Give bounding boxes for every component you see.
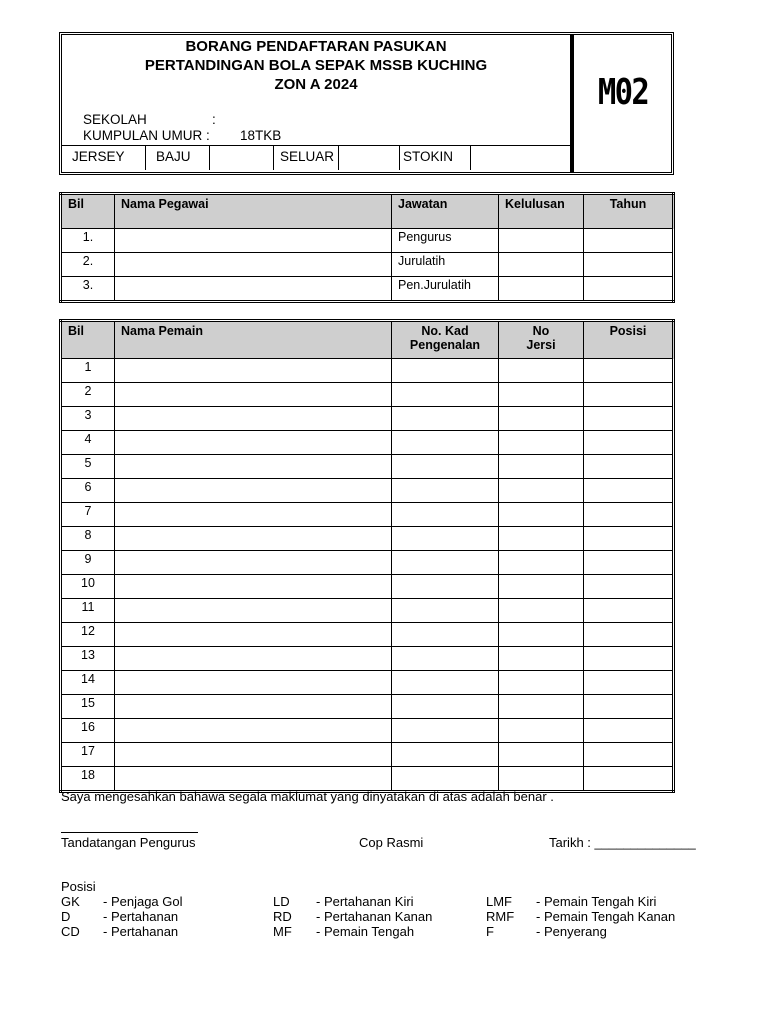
- nama-pemain-cell[interactable]: [115, 767, 392, 792]
- legend-description: - Penjaga Gol: [103, 894, 183, 909]
- no-jersi-cell[interactable]: [499, 359, 584, 383]
- kad-pengenalan-cell[interactable]: [392, 767, 499, 792]
- kad-pengenalan-cell[interactable]: [392, 527, 499, 551]
- posisi-cell[interactable]: [584, 455, 674, 479]
- bil-cell: 5: [61, 455, 115, 479]
- kad-line-1: No. Kad: [421, 324, 469, 338]
- kad-pengenalan-cell[interactable]: [392, 575, 499, 599]
- legend-code: RMF: [486, 909, 515, 924]
- legend-description: - Pertahanan Kiri: [316, 894, 414, 909]
- table-row: [61, 431, 674, 455]
- sekolah-label: SEKOLAH: [83, 112, 147, 127]
- nama-pemain-cell[interactable]: [115, 431, 392, 455]
- bil-cell: 1.: [61, 229, 115, 253]
- nama-pemain-cell[interactable]: [115, 647, 392, 671]
- legend-description: - Pemain Tengah: [316, 924, 415, 939]
- no-jersi-cell[interactable]: [499, 575, 584, 599]
- table-row: [61, 527, 674, 551]
- tandatangan-label: Tandatangan Pengurus: [61, 835, 196, 850]
- no-jersi-cell[interactable]: [499, 647, 584, 671]
- kad-line-2: Pengenalan: [409, 338, 481, 352]
- kad-pengenalan-cell[interactable]: [392, 695, 499, 719]
- bil-cell: 11: [61, 599, 115, 623]
- nama-pemain-cell[interactable]: [115, 383, 392, 407]
- officials-header-row: [61, 194, 674, 229]
- bil-cell: 3.: [61, 277, 115, 302]
- table-row: [61, 695, 674, 719]
- table-row: [61, 551, 674, 575]
- bil-cell: 1: [61, 359, 115, 383]
- legend-description: - Penyerang: [536, 924, 607, 939]
- posisi-cell[interactable]: [584, 479, 674, 503]
- tarikh-label: Tarikh : ______________: [549, 835, 696, 850]
- col-bil: Bil: [61, 321, 115, 359]
- nama-pemain-cell[interactable]: [115, 623, 392, 647]
- no-jersi-cell[interactable]: [499, 479, 584, 503]
- col-kelulusan: Kelulusan: [499, 194, 584, 229]
- table-row: [61, 767, 674, 792]
- kad-pengenalan-cell[interactable]: [392, 599, 499, 623]
- posisi-cell[interactable]: [584, 623, 674, 647]
- sekolah-field[interactable]: [226, 111, 556, 127]
- title-line-3: ZON A 2024: [274, 76, 358, 93]
- kelulusan-cell[interactable]: [499, 277, 584, 302]
- jawatan-cell: Pengurus: [392, 229, 499, 253]
- col-kad-pengenalan: [392, 321, 499, 359]
- posisi-cell[interactable]: [584, 575, 674, 599]
- no-jersi-cell[interactable]: [499, 671, 584, 695]
- table-row: [61, 671, 674, 695]
- nama-pemain-cell[interactable]: [115, 599, 392, 623]
- no-jersi-cell[interactable]: [499, 503, 584, 527]
- posisi-cell[interactable]: [584, 743, 674, 767]
- bil-cell: 14: [61, 671, 115, 695]
- stokin-label: STOKIN: [400, 146, 471, 170]
- posisi-cell[interactable]: [584, 407, 674, 431]
- players-header-row: [61, 321, 674, 359]
- table-row: [61, 743, 674, 767]
- jawatan-cell: Jurulatih: [392, 253, 499, 277]
- seluar-field[interactable]: [339, 146, 400, 170]
- kad-pengenalan-cell[interactable]: [392, 623, 499, 647]
- no-jersi-cell[interactable]: [499, 551, 584, 575]
- bil-cell: 4: [61, 431, 115, 455]
- kad-pengenalan-cell[interactable]: [392, 431, 499, 455]
- posisi-cell[interactable]: [584, 359, 674, 383]
- bil-cell: 2.: [61, 253, 115, 277]
- bil-cell: 12: [61, 623, 115, 647]
- col-jawatan: Jawatan: [392, 194, 499, 229]
- bil-cell: 13: [61, 647, 115, 671]
- bil-cell: 17: [61, 743, 115, 767]
- jersi-line-2: Jersi: [526, 338, 556, 352]
- kad-pengenalan-cell[interactable]: [392, 671, 499, 695]
- legend-code: GK: [61, 894, 80, 909]
- kumpulan-umur-value: 18TKB: [240, 128, 282, 143]
- col-bil: Bil: [61, 194, 115, 229]
- table-row: [61, 647, 674, 671]
- bil-cell: 10: [61, 575, 115, 599]
- bil-cell: 7: [61, 503, 115, 527]
- legend-code: LD: [273, 894, 290, 909]
- col-nama-pemain: Nama Pemain: [115, 321, 392, 359]
- kad-pengenalan-cell[interactable]: [392, 407, 499, 431]
- table-row: [61, 253, 674, 277]
- bil-cell: 8: [61, 527, 115, 551]
- tahun-cell[interactable]: [584, 253, 674, 277]
- cop-rasmi-label: Cop Rasmi: [359, 835, 424, 850]
- posisi-cell[interactable]: [584, 503, 674, 527]
- declaration-text: Saya mengesahkan bahawa segala maklumat yang dinyatakan di atas adalah benar .: [61, 789, 554, 804]
- posisi-cell[interactable]: [584, 671, 674, 695]
- table-row: [61, 479, 674, 503]
- kelulusan-cell[interactable]: [499, 229, 584, 253]
- kit-row: [62, 146, 573, 171]
- form-code: M02: [597, 72, 649, 113]
- legend-code: RD: [273, 909, 292, 924]
- kad-pengenalan-cell[interactable]: [392, 383, 499, 407]
- col-tahun: Tahun: [584, 194, 674, 229]
- nama-pemain-cell[interactable]: [115, 455, 392, 479]
- nama-pegawai-cell[interactable]: [115, 253, 392, 277]
- kad-pengenalan-cell[interactable]: [392, 551, 499, 575]
- no-jersi-cell[interactable]: [499, 767, 584, 792]
- kumpulan-umur-label: KUMPULAN UMUR :: [83, 128, 210, 143]
- kad-pengenalan-cell[interactable]: [392, 359, 499, 383]
- table-row: [61, 359, 674, 383]
- posisi-cell[interactable]: [584, 647, 674, 671]
- baju-label: BAJU: [146, 146, 210, 170]
- legend-description: - Pertahanan: [103, 909, 179, 924]
- nama-pemain-cell[interactable]: [115, 479, 392, 503]
- no-jersi-cell[interactable]: [499, 719, 584, 743]
- no-jersi-cell[interactable]: [499, 695, 584, 719]
- legend-code: F: [486, 924, 494, 939]
- form-title: [62, 37, 570, 94]
- tahun-cell[interactable]: [584, 277, 674, 302]
- player-rows: [61, 359, 674, 792]
- bil-cell: 16: [61, 719, 115, 743]
- kelulusan-cell[interactable]: [499, 253, 584, 277]
- posisi-cell[interactable]: [584, 431, 674, 455]
- bil-cell: 9: [61, 551, 115, 575]
- col-no-jersi: [499, 321, 584, 359]
- officials-table: [59, 192, 675, 303]
- bil-cell: 15: [61, 695, 115, 719]
- nama-pegawai-cell[interactable]: [115, 277, 392, 302]
- col-posisi: Posisi: [584, 321, 674, 359]
- no-jersi-cell[interactable]: [499, 383, 584, 407]
- legend-description: - Pertahanan Kanan: [316, 909, 433, 924]
- jersey-label: JERSEY: [62, 146, 146, 170]
- bil-cell: 2: [61, 383, 115, 407]
- nama-pemain-cell[interactable]: [115, 671, 392, 695]
- kad-pengenalan-cell[interactable]: [392, 503, 499, 527]
- legend-code: D: [61, 909, 71, 924]
- kad-pengenalan-cell[interactable]: [392, 743, 499, 767]
- players-table: [59, 319, 675, 793]
- table-row: [61, 719, 674, 743]
- table-row: [61, 623, 674, 647]
- seluar-label: SELUAR: [274, 146, 339, 170]
- kad-pengenalan-cell[interactable]: [392, 719, 499, 743]
- nama-pemain-cell[interactable]: [115, 719, 392, 743]
- posisi-cell[interactable]: [584, 599, 674, 623]
- tahun-cell[interactable]: [584, 229, 674, 253]
- bil-cell: 3: [61, 407, 115, 431]
- legend-description: - Pemain Tengah Kiri: [536, 894, 657, 909]
- legend-code: LMF: [486, 894, 512, 909]
- stokin-field[interactable]: [471, 146, 573, 170]
- bil-cell: 6: [61, 479, 115, 503]
- sekolah-colon: :: [212, 112, 216, 127]
- jersi-line-1: No: [532, 324, 550, 338]
- table-row: [61, 277, 674, 302]
- table-row: [61, 599, 674, 623]
- table-row: [61, 575, 674, 599]
- no-jersi-cell[interactable]: [499, 599, 584, 623]
- no-jersi-cell[interactable]: [499, 407, 584, 431]
- legend-title: Posisi: [61, 879, 96, 894]
- no-jersi-cell[interactable]: [499, 431, 584, 455]
- posisi-cell[interactable]: [584, 695, 674, 719]
- table-row: [61, 503, 674, 527]
- legend-description: - Pertahanan: [103, 924, 179, 939]
- no-jersi-cell[interactable]: [499, 743, 584, 767]
- nama-pemain-cell[interactable]: [115, 407, 392, 431]
- nama-pemain-cell[interactable]: [115, 551, 392, 575]
- nama-pemain-cell[interactable]: [115, 695, 392, 719]
- nama-pemain-cell[interactable]: [115, 527, 392, 551]
- kad-pengenalan-cell[interactable]: [392, 455, 499, 479]
- posisi-cell[interactable]: [584, 383, 674, 407]
- legend-description: - Pemain Tengah Kanan: [536, 909, 676, 924]
- col-nama-pegawai: Nama Pegawai: [115, 194, 392, 229]
- nama-pemain-cell[interactable]: [115, 575, 392, 599]
- kad-pengenalan-cell[interactable]: [392, 647, 499, 671]
- jawatan-cell: Pen.Jurulatih: [392, 277, 499, 302]
- bil-cell: 18: [61, 767, 115, 792]
- no-jersi-cell[interactable]: [499, 455, 584, 479]
- posisi-cell[interactable]: [584, 719, 674, 743]
- table-row: [61, 383, 674, 407]
- kad-pengenalan-cell[interactable]: [392, 479, 499, 503]
- posisi-cell[interactable]: [584, 551, 674, 575]
- nama-pemain-cell[interactable]: [115, 503, 392, 527]
- legend-code: MF: [273, 924, 292, 939]
- posisi-cell[interactable]: [584, 767, 674, 792]
- no-jersi-cell[interactable]: [499, 527, 584, 551]
- no-jersi-cell[interactable]: [499, 623, 584, 647]
- signature-line[interactable]: [61, 832, 198, 833]
- table-row: [61, 407, 674, 431]
- nama-pemain-cell[interactable]: [115, 359, 392, 383]
- title-line-1: BORANG PENDAFTARAN PASUKAN: [185, 38, 447, 55]
- baju-field[interactable]: [210, 146, 274, 170]
- title-line-2: PERTANDINGAN BOLA SEPAK MSSB KUCHING: [144, 57, 488, 74]
- nama-pemain-cell[interactable]: [115, 743, 392, 767]
- table-row: [61, 455, 674, 479]
- nama-pegawai-cell[interactable]: [115, 229, 392, 253]
- legend-code: CD: [61, 924, 80, 939]
- posisi-cell[interactable]: [584, 527, 674, 551]
- table-row: [61, 229, 674, 253]
